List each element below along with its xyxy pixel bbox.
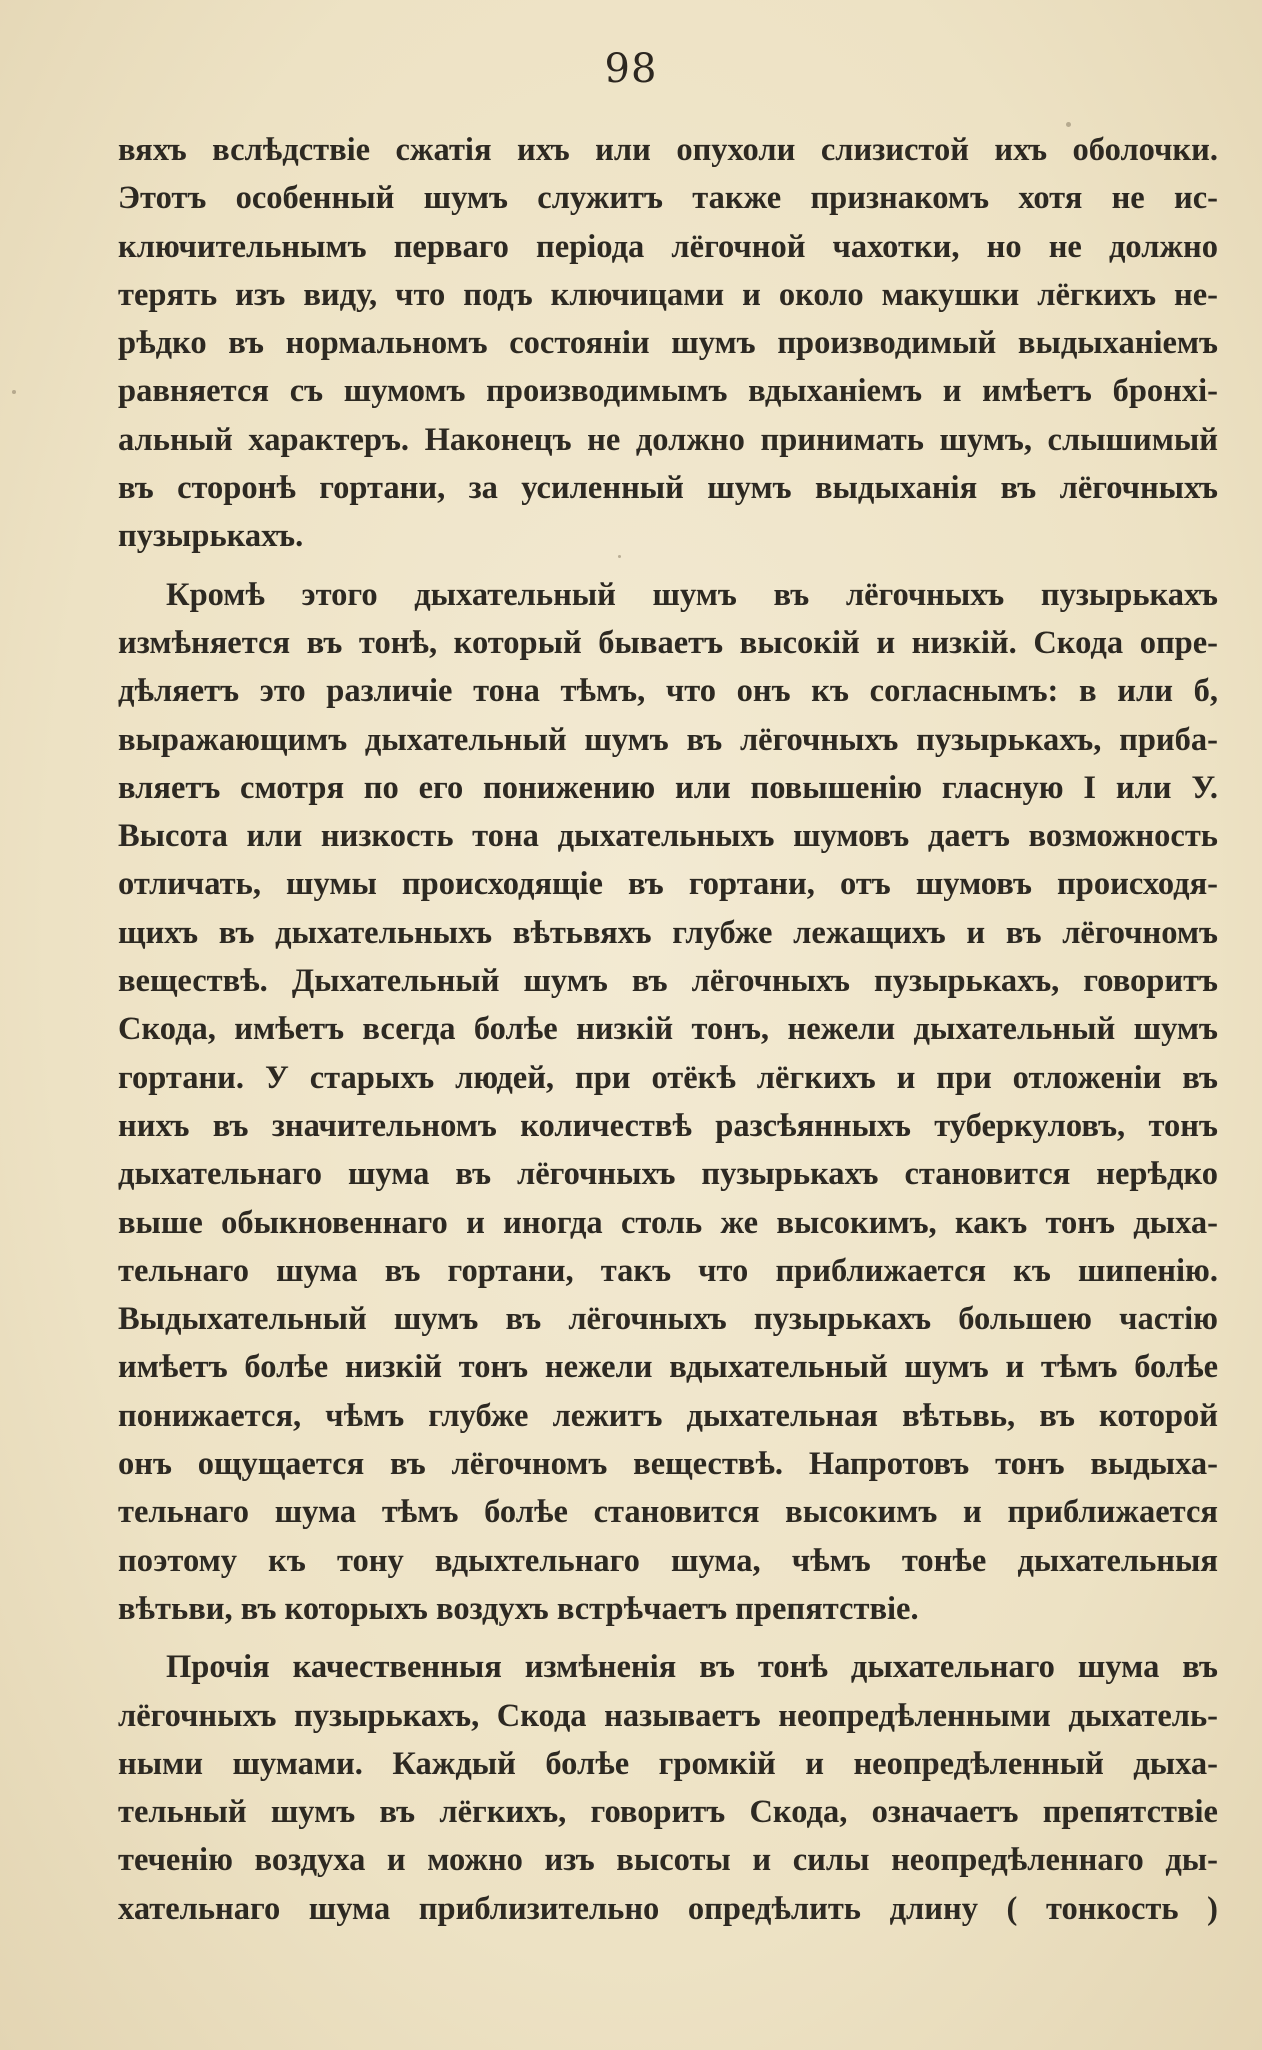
text-line: вяхъ вслѣдствіе сжатія ихъ или опухоли слизистой ихъ оболочки. xyxy=(118,132,1218,168)
text-line: вѣтьви, въ которыхъ воздухъ встрѣчаетъ препятствіе. xyxy=(118,1590,919,1627)
paper-speck xyxy=(1066,122,1071,127)
text-line: дѣляетъ это различіе тона тѣмъ, что онъ къ согласнымъ: в или б, xyxy=(118,673,1218,710)
text-line: лёгочныхъ пузырькахъ, Скода называетъ неопредѣленными дыхатель- xyxy=(118,1697,1218,1734)
paper-speck xyxy=(618,555,621,558)
text-line: Выдыхательный шумъ въ лёгочныхъ пузырькахъ большею частію xyxy=(118,1301,1218,1338)
text-line: веществѣ. Дыхательный шумъ въ лёгочныхъ пузырькахъ, говоритъ xyxy=(118,963,1218,1000)
text-line: выражающимъ дыхательный шумъ въ лёгочныхъ пузырькахъ, приба- xyxy=(118,721,1218,758)
text-line: вляетъ смотря по его понижению или повышенію гласную I или У. xyxy=(118,769,1218,806)
text-line: тельнаго шума въ гортани, такъ что приближается къ шипенію. xyxy=(118,1252,1218,1289)
text-line: измѣняется въ тонѣ, который бываетъ высокій и низкій. Скода опре- xyxy=(118,624,1218,661)
text-line: онъ ощущается въ лёгочномъ веществѣ. Напротовъ тонъ выдыха- xyxy=(118,1446,1218,1483)
text-line: ными шумами. Каждый болѣе громкій и неопредѣленный дыха- xyxy=(118,1745,1218,1782)
text-line: дыхательнаго шума въ лёгочныхъ пузырькахъ становится нерѣдко xyxy=(118,1156,1218,1193)
text-line: гортани. У старыхъ людей, при отёкѣ лёгкихъ и при отложеніи въ xyxy=(118,1059,1218,1096)
text-line: Прочія качественныя измѣненія въ тонѣ дыхательнаго шума въ xyxy=(166,1649,1218,1686)
text-line: нихъ въ значительномъ количествѣ разсѣянныхъ туберкуловъ, тонъ xyxy=(118,1107,1218,1144)
text-line: ключительнымъ перваго періода лёгочной чахотки, но не должно xyxy=(118,228,1218,265)
text-line: рѣдко въ нормальномъ состояніи шумъ производимый выдыханіемъ xyxy=(118,325,1218,362)
text-line: имѣетъ болѣе низкій тонъ нежели вдыхательный шумъ и тѣмъ болѣе xyxy=(118,1349,1218,1386)
paragraph-3 xyxy=(118,1643,1218,1933)
text-line: поэтому къ тону вдыхтельнаго шума, чѣмъ тонѣе дыхательныя xyxy=(118,1542,1218,1579)
text-line: въ сторонѣ гортани, за усиленный шумъ выдыханія въ лёгочныхъ xyxy=(118,470,1218,507)
text-line: альный характеръ. Наконецъ не должно принимать шумъ, слышимый xyxy=(118,421,1218,458)
body-text xyxy=(118,126,1218,1943)
paper-speck xyxy=(12,390,16,394)
text-line: щихъ въ дыхательныхъ вѣтьвяхъ глубже лежащихъ и въ лёгочномъ xyxy=(118,914,1218,951)
text-line: хательнаго шума приблизительно опредѣлить длину ( тонкость ) xyxy=(118,1890,1218,1927)
text-line: теченію воздуха и можно изъ высоты и силы неопредѣленнаго ды- xyxy=(118,1842,1218,1879)
text-line: Высота или низкость тона дыхательныхъ шумовъ даетъ возможность xyxy=(118,818,1218,855)
paragraph-1 xyxy=(118,126,1218,561)
text-line: Этотъ особенный шумъ служитъ также признакомъ хотя не ис- xyxy=(118,180,1218,217)
text-line: отличать, шумы происходящіе въ гортани, отъ шумовъ происходя- xyxy=(118,866,1218,903)
text-line: Кромѣ этого дыхательный шумъ въ лёгочныхъ пузырькахъ xyxy=(166,576,1218,613)
text-line: понижается, чѣмъ глубже лежитъ дыхательная вѣтьвь, въ которой xyxy=(118,1397,1218,1434)
text-line: равняется съ шумомъ производимымъ вдыханіемъ и имѣетъ бронхі- xyxy=(118,373,1218,410)
text-line: пузырькахъ. xyxy=(118,518,304,555)
text-line: выше обыкновеннаго и иногда столь же высокимъ, какъ тонъ дыха- xyxy=(118,1204,1218,1241)
text-line: тельный шумъ въ лёгкихъ, говоритъ Скода, означаетъ препятствіе xyxy=(118,1794,1218,1831)
text-line: Скода, имѣетъ всегда болѣе низкій тонъ, нежели дыхательный шумъ xyxy=(118,1011,1218,1048)
text-line: тельнаго шума тѣмъ болѣе становится высокимъ и приближается xyxy=(118,1494,1218,1531)
text-line: терять изъ виду, что подъ ключицами и около макушки лёгкихъ не- xyxy=(118,276,1218,313)
page-number: 98 xyxy=(604,46,658,92)
paragraph-2 xyxy=(118,571,1218,1634)
